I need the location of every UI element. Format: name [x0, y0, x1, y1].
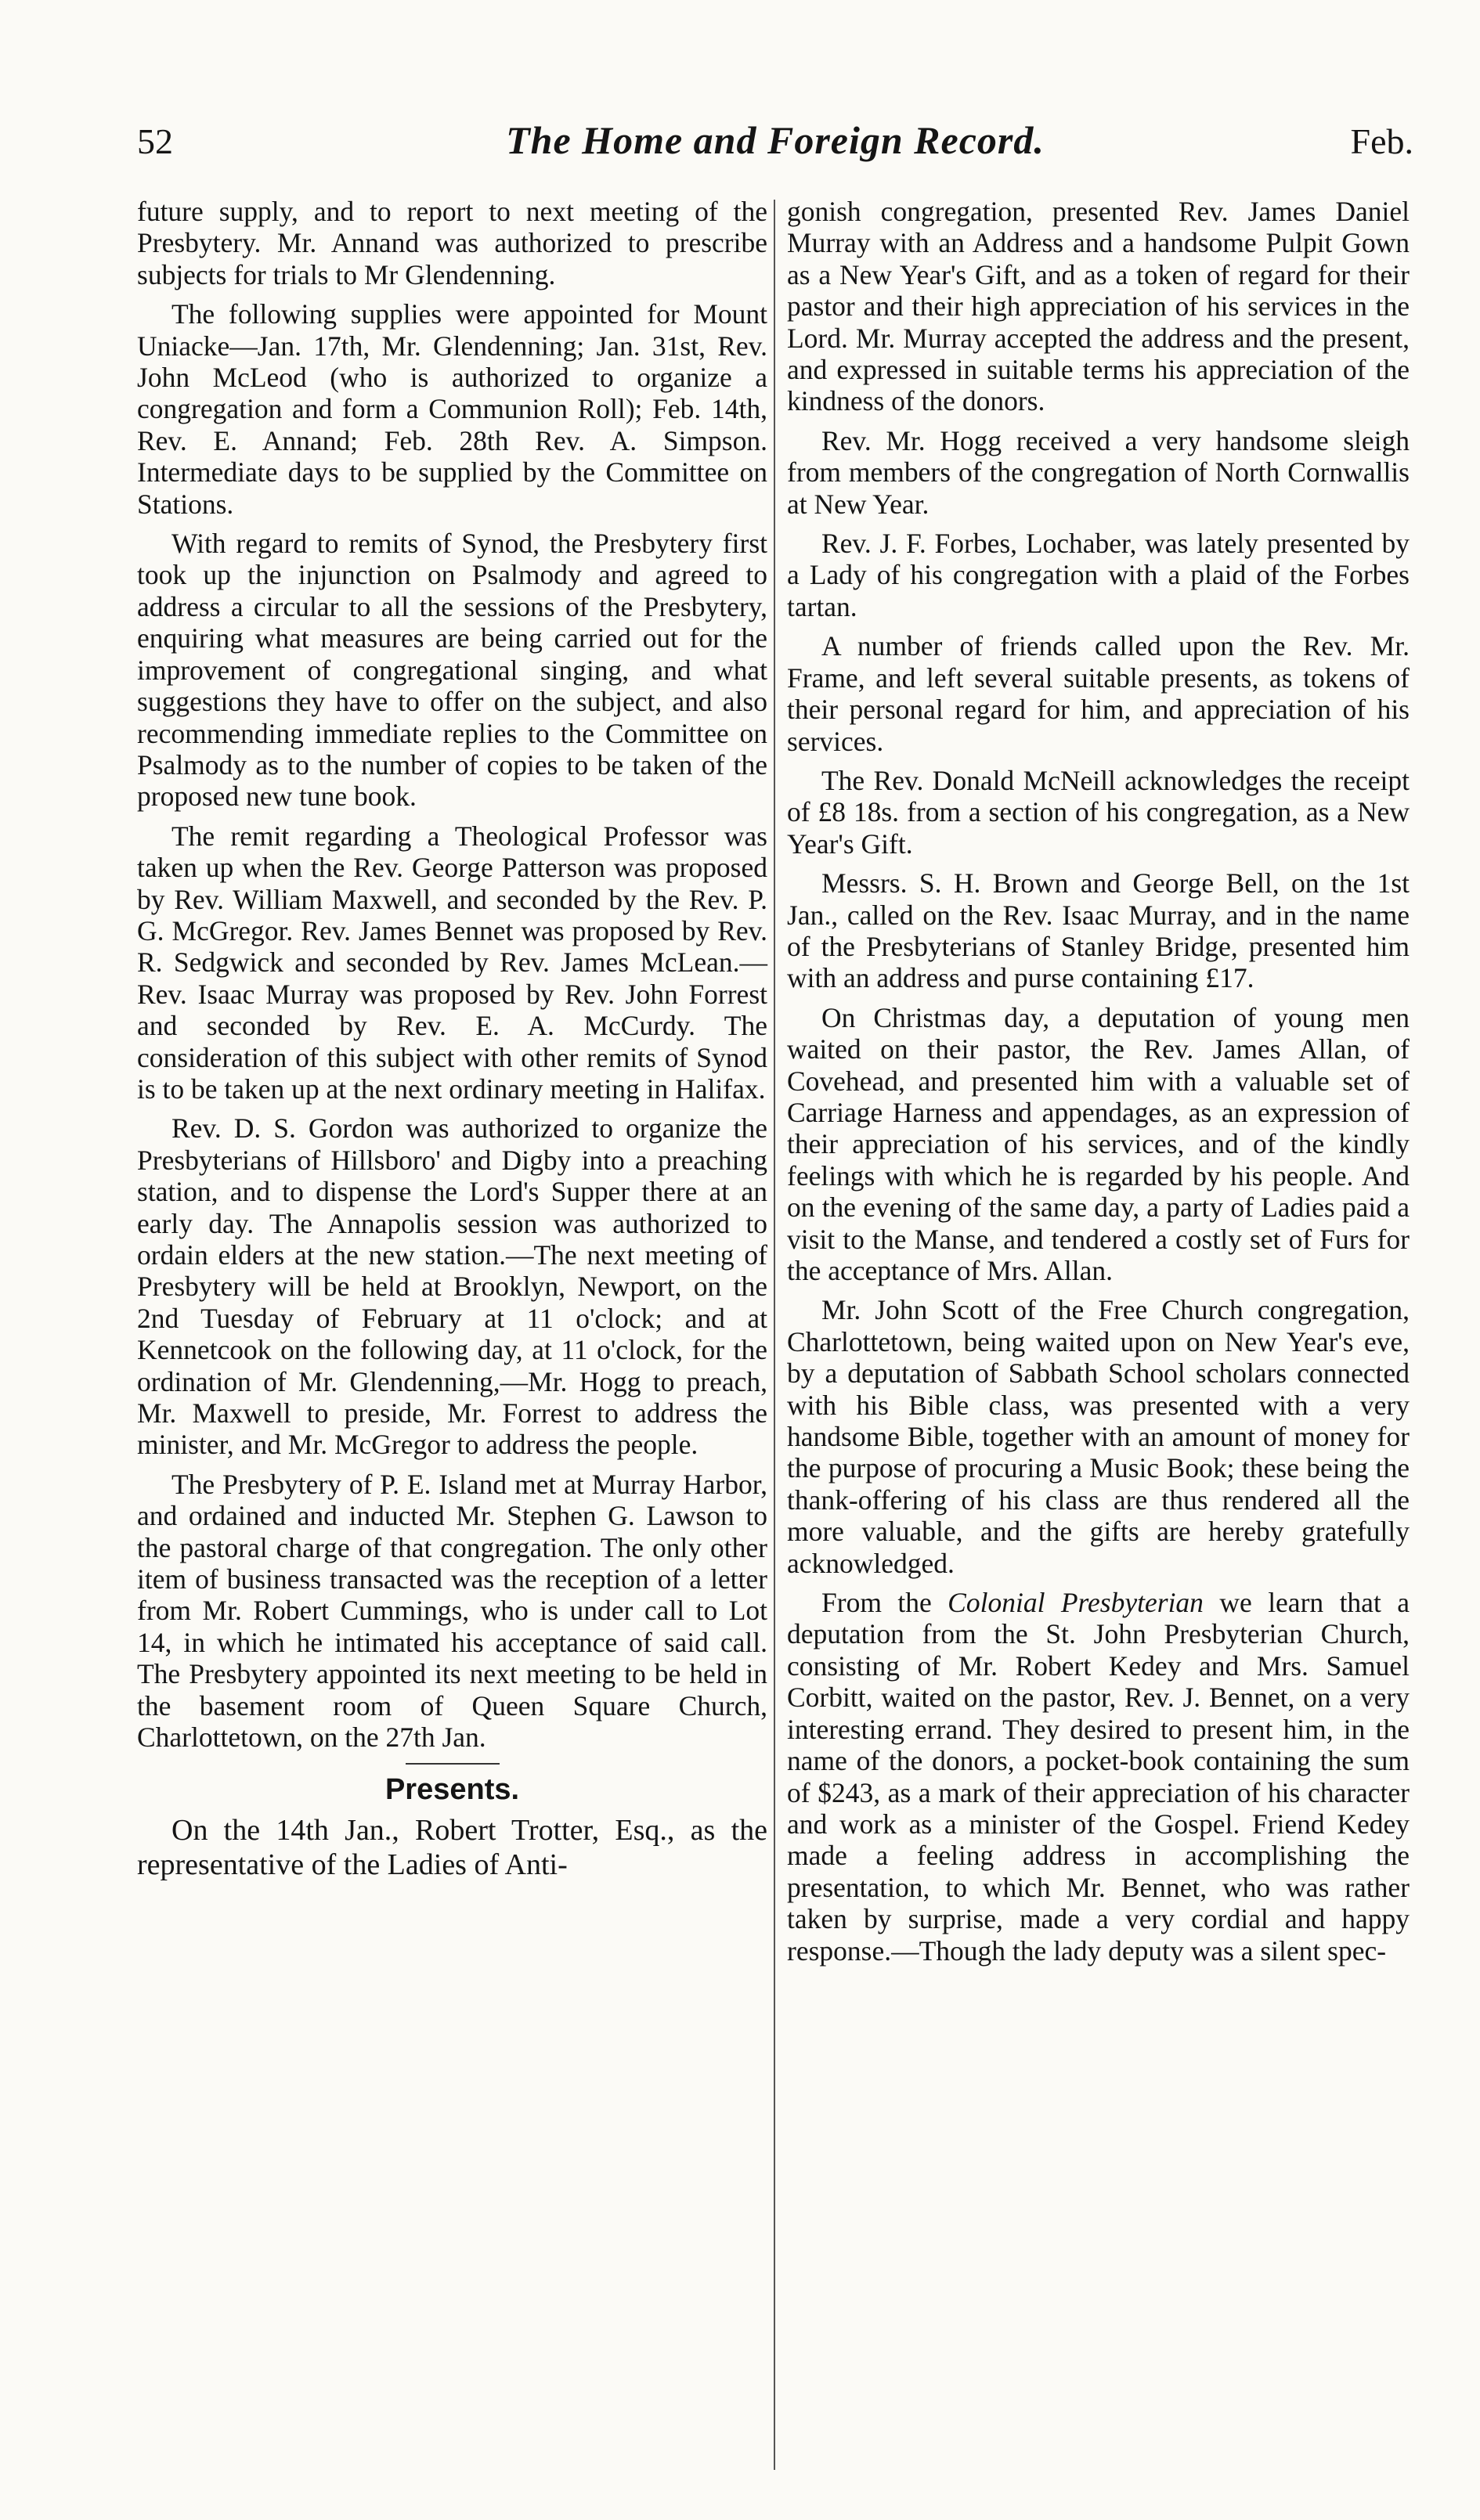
- paragraph: The remit regarding a Theological Professor was taken up when the Rev. George Patterson was proposed by Rev. William Maxwell, and seconded by the Rev. P. G. McGregor. Rev. James Bennet was proposed by Rev. R. Sedgwick and seconded by Rev. James McLean.—Rev. Isaac Murray was proposed by Rev. John Forrest and seconded by Rev. E. A. McCurdy. The consideration of this subject with other remits of Synod is to be taken up at the next ordinary meeting in Halifax.: [137, 820, 767, 1105]
- paragraph: On the 14th Jan., Robert Trotter, Esq., as the representative of the Ladies of Anti-: [137, 1813, 767, 1881]
- paragraph: [787, 1587, 1410, 1967]
- paragraph: Mr. John Scott of the Free Church congregation, Charlottetown, being waited upon on New Year's eve, by a deputation of Sabbath School scholars connected with his Bible class, was presented with a very handsome Bible, together with an amount of money for the purpose of procuring a Music Book; these being the thank-offering of his class are thus rendered all the more valuable, and the gifts are hereby gratefully acknowledged.: [787, 1294, 1410, 1579]
- section-rule: [406, 1763, 500, 1765]
- paragraph: Rev. Mr. Hogg received a very handsome sleigh from members of the congregation of North Cornwallis at New Year.: [787, 424, 1410, 520]
- paragraph: With regard to remits of Synod, the Presbytery first took up the injunction on Psalmody and agreed to address a circular to all the sessions of the Presbytery, enquiring what measures are being carried out for the improvement of congregational singing, and what suggestions they have to offer on the subject, and also recommending immediate replies to the Committee on Psalmody as to the number of copies to be taken of the proposed new tune book.: [137, 528, 767, 813]
- text-run: From the: [821, 1587, 948, 1619]
- paragraph: Rev. D. S. Gordon was authorized to organize the Presbyterians of Hillsboro' and Digby into a preaching station, and to dispense the Lord's Supper there at an early day. The Annapolis session was authorized to ordain elders at the new station.—The next meeting of Presbytery will be held at Brooklyn, Newport, on the 2nd Tuesday of February at 11 o'clock; and at Kennetcook on the following day, at 11 o'clock, for the ordination of Mr. Glendenning,—Mr. Hogg to preach, Mr. Maxwell to preside, Mr. Forrest to address the minister, and Mr. McGregor to address the people.: [137, 1112, 767, 1461]
- column-divider: [774, 200, 775, 2470]
- paragraph: Messrs. S. H. Brown and George Bell, on the 1st Jan., called on the Rev. Isaac Murray, and in the name of the Presbyterians of Stanley Bridge, presented him with an address and purse containing £17.: [787, 867, 1410, 994]
- paragraph: Rev. J. F. Forbes, Lochaber, was lately presented by a Lady of his congregation with a plaid of the Forbes tartan.: [787, 528, 1410, 622]
- paragraph: future supply, and to report to next meeting of the Presbytery. Mr. Annand was authorized to prescribe subjects for trials to Mr Glendenning.: [137, 196, 767, 290]
- page-header: [137, 117, 1413, 180]
- paragraph: The Rev. Donald McNeill acknowledges the receipt of £8 18s. from a section of his congregation, as a New Year's Gift.: [787, 764, 1410, 860]
- left-column: [137, 196, 767, 1890]
- issue-month: Feb.: [1350, 121, 1413, 161]
- publication-name: Colonial Presbyterian: [948, 1587, 1204, 1619]
- text-run: we learn that a deputation from the St. John Presbyterian Church, consisting of Mr. Robert Kedey and Mrs. Samuel Corbitt, waited on the pastor, Rev. J. Bennet, on a very interesting errand. They desired to present him, in the name of the donors, a pocket-book containing the sum of $243, as a mark of their appreciation of his character and work as a minister of the Gospel. Friend Kedey made a feeling address in accomplishing the presentation, to which Mr. Bennet, who was rather taken by surprise, made a very cordial and happy response.—Though the lady deputy was a silent spec-: [787, 1587, 1410, 1967]
- paragraph: On Christmas day, a deputation of young men waited on their pastor, the Rev. James Allan, of Covehead, and presented him with a valuable set of Carriage Harness and appendages, as an expression of their appreciation of his services, and of the kindly feelings with which he is regarded by his people. And on the evening of the same day, a party of Ladies paid a visit to the Manse, and tendered a costly set of Furs for the acceptance of Mrs. Allan.: [787, 1001, 1410, 1286]
- paragraph: gonish congregation, presented Rev. James Daniel Murray with an Address and a handsome Pulpit Gown as a New Year's Gift, and as a token of regard for their pastor and their high appreciation of his services in the Lord. Mr. Murray accepted the address and the present, and expressed in suitable terms his appreciation of the kindness of the donors.: [787, 196, 1410, 417]
- page-number: 52: [137, 121, 173, 161]
- section-heading: Presents.: [384, 1772, 520, 1806]
- paragraph: The following supplies were appointed for Mount Uniacke—Jan. 17th, Mr. Glendenning; Jan. 31st, Rev. John McLeod (who is authorized to organize a congregation and form a Communion Roll); Feb. 14th, Rev. E. Annand; Feb. 28th Rev. A. Simpson. Intermediate days to be supplied by the Committee on Stations.: [137, 298, 767, 520]
- journal-title: The Home and Foreign Record.: [506, 118, 1045, 162]
- paragraph: The Presbytery of P. E. Island met at Murray Harbor, and ordained and inducted Mr. Stephen G. Lawson to the pastoral charge of that congregation. The only other item of business transacted was the reception of a letter from Mr. Robert Cummings, who is under call to Lot 14, in which he intimated his acceptance of said call. The Presbytery appointed its next meeting to be held in the basement room of Queen Square Church, Charlottetown, on the 27th Jan.: [137, 1468, 767, 1754]
- right-column: [787, 196, 1410, 1974]
- paragraph: A number of friends called upon the Rev. Mr. Frame, and left several suitable presents, as tokens of their personal regard for him, and appreciation of his services.: [787, 630, 1410, 757]
